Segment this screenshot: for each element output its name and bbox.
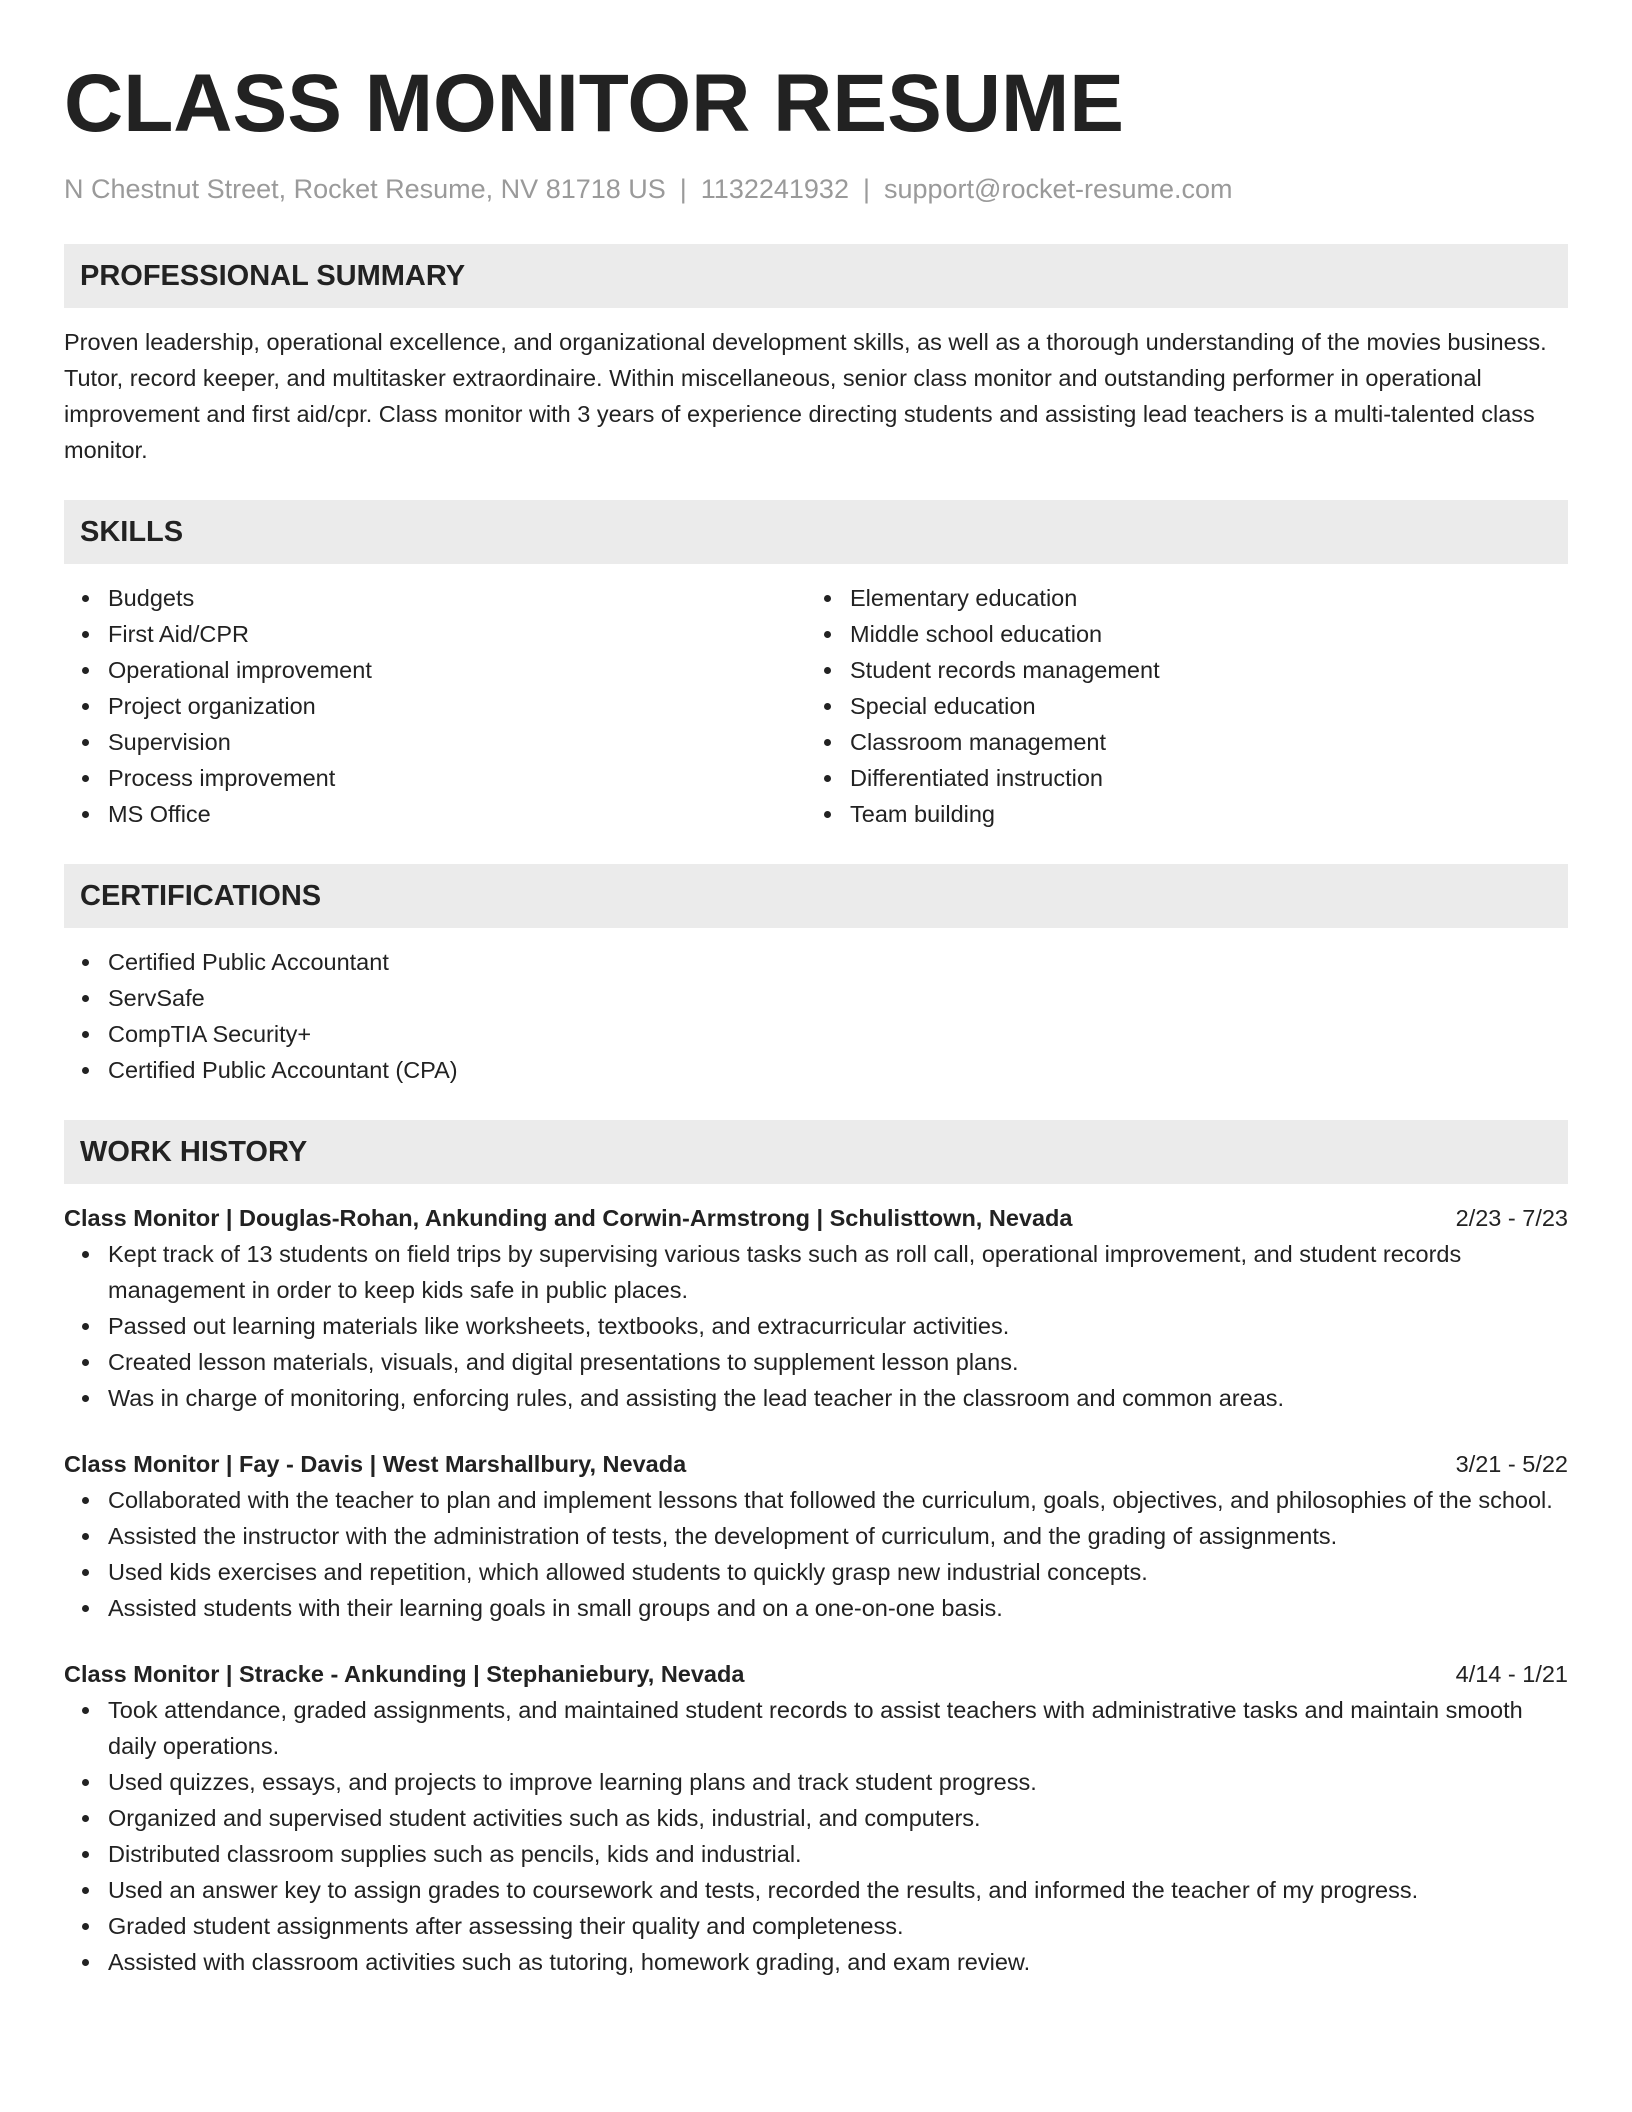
list-item: MS Office [64,796,806,832]
job-header [64,1200,1568,1236]
contact-email[interactable]: support@rocket-resume.com [883,174,1233,204]
section-header-work-history: WORK HISTORY [64,1120,1568,1184]
resume-title: CLASS MONITOR RESUME [64,58,1124,149]
list-item: Passed out learning materials like worksheets, textbooks, and extracurricular activities. [64,1308,1568,1344]
resume-page [64,58,1568,1980]
list-item: Kept track of 13 students on field trips by supervising various tasks such as roll call, operational improvement, and student records management in order to keep kids safe in public places. [64,1236,1568,1308]
skills-list-right [806,580,1548,832]
job-dates: 2/23 - 7/23 [1455,1205,1568,1231]
list-item: Elementary education [806,580,1548,616]
skills-grid [64,580,1568,832]
job-entry [64,1200,1568,1416]
list-item: Took attendance, graded assignments, and maintained student records to assist teachers with administrative tasks and maintain smooth daily operations. [64,1692,1568,1764]
skills-column-right [806,580,1548,832]
list-item: Assisted the instructor with the administration of tests, the development of curriculum, and the grading of assignments. [64,1518,1568,1554]
list-item: Process improvement [64,760,806,796]
list-item: Special education [806,688,1548,724]
section-header-certifications: CERTIFICATIONS [64,864,1568,928]
list-item: Graded student assignments after assessing their quality and completeness. [64,1908,1568,1944]
job-bullets [64,1692,1568,1980]
job-entry [64,1656,1568,1980]
contact-phone: 1132241932 [700,174,849,204]
list-item: Team building [806,796,1548,832]
list-item: Operational improvement [64,652,806,688]
list-item: Used kids exercises and repetition, which allowed students to quickly grasp new industrial concepts. [64,1554,1568,1590]
list-item: Created lesson materials, visuals, and digital presentations to supplement lesson plans. [64,1344,1568,1380]
job-title: Class Monitor | Douglas-Rohan, Ankunding and Corwin-Armstrong | Schulisttown, Nevada [64,1205,1073,1231]
list-item: Project organization [64,688,806,724]
job-bullets [64,1236,1568,1416]
list-item: Classroom management [806,724,1548,760]
list-item: Assisted students with their learning goals in small groups and on a one-on-one basis. [64,1590,1568,1626]
list-item: Certified Public Accountant [64,944,1568,980]
summary-text: Proven leadership, operational excellence, and organizational development skills, as well as a thorough understanding of the movies business. Tutor, record keeper, and multitasker extraordinaire. Within miscellaneous, senior class monitor and outstanding performer in operational improvement and first aid/cpr. Class monitor with 3 years of experience directing students and assisting lead teachers is a multi-talented class monitor. [64,329,1547,463]
list-item: Student records management [806,652,1548,688]
job-header [64,1656,1568,1692]
contact-line [64,172,1568,206]
certifications-list [64,944,1568,1088]
list-item: Middle school education [806,616,1548,652]
list-item: Collaborated with the teacher to plan and implement lessons that followed the curriculum, goals, objectives, and philosophies of the school. [64,1482,1568,1518]
list-item: Supervision [64,724,806,760]
list-item: Differentiated instruction [806,760,1548,796]
list-item: Assisted with classroom activities such as tutoring, homework grading, and exam review. [64,1944,1568,1980]
section-header-skills: SKILLS [64,500,1568,564]
list-item: Was in charge of monitoring, enforcing rules, and assisting the lead teacher in the classroom and common areas. [64,1380,1568,1416]
job-dates: 3/21 - 5/22 [1455,1451,1568,1477]
list-item: Used an answer key to assign grades to coursework and tests, recorded the results, and informed the teacher of my progress. [64,1872,1568,1908]
job-dates: 4/14 - 1/21 [1455,1661,1568,1687]
job-entry [64,1446,1568,1626]
job-title: Class Monitor | Stracke - Ankunding | Stephaniebury, Nevada [64,1661,745,1687]
job-header [64,1446,1568,1482]
list-item: Certified Public Accountant (CPA) [64,1052,1568,1088]
contact-address: N Chestnut Street, Rocket Resume, NV 81718 US [64,174,666,204]
list-item: Distributed classroom supplies such as pencils, kids and industrial. [64,1836,1568,1872]
job-bullets [64,1482,1568,1626]
list-item: Organized and supervised student activities such as kids, industrial, and computers. [64,1800,1568,1836]
list-item: Used quizzes, essays, and projects to improve learning plans and track student progress. [64,1764,1568,1800]
list-item: CompTIA Security+ [64,1016,1568,1052]
skills-list-left [64,580,806,832]
list-item: ServSafe [64,980,1568,1016]
contact-separator: | [862,174,870,204]
job-title: Class Monitor | Fay - Davis | West Marshallbury, Nevada [64,1451,687,1477]
contact-separator: | [679,174,687,204]
list-item: First Aid/CPR [64,616,806,652]
list-item: Budgets [64,580,806,616]
skills-column-left [64,580,806,832]
section-header-summary: PROFESSIONAL SUMMARY [64,244,1568,308]
